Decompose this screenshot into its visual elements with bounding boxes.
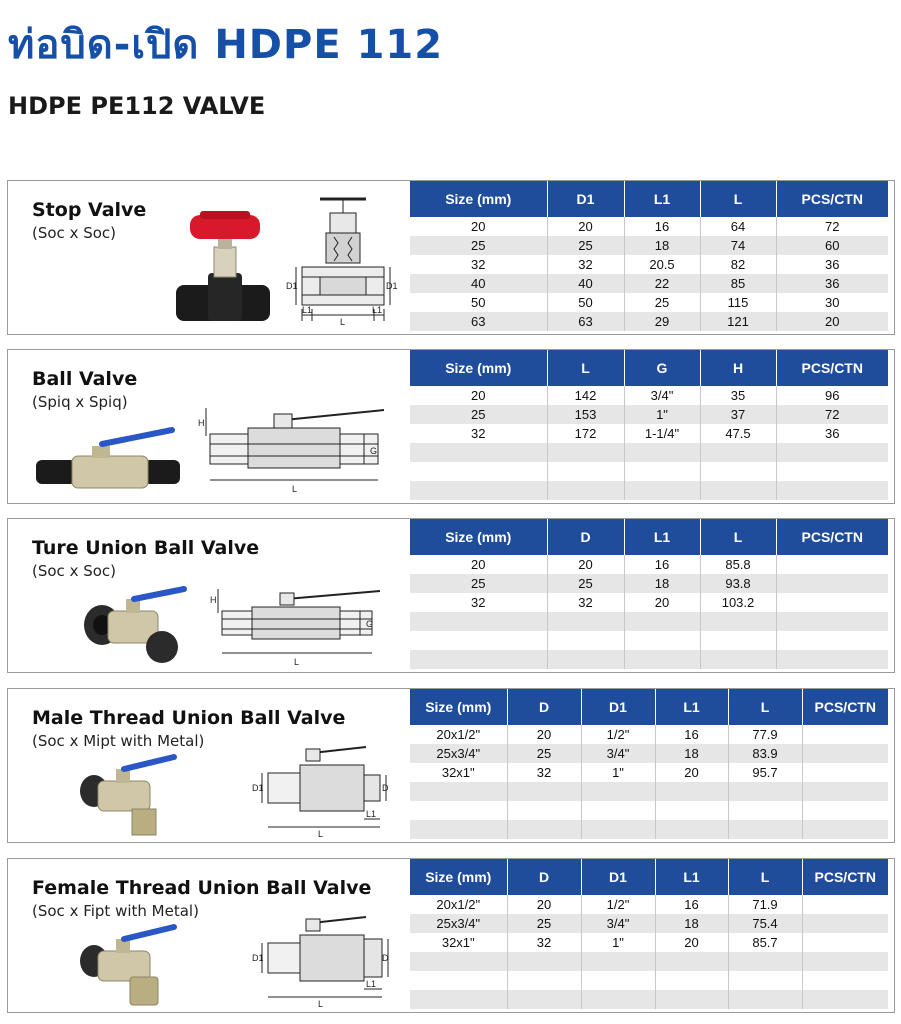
table-cell	[581, 990, 655, 1009]
product-name: Male Thread Union Ball Valve	[32, 707, 346, 729]
dim-label: L	[318, 999, 324, 1009]
table-cell	[802, 914, 888, 933]
female-thread-union-ball-valve-photo	[74, 921, 184, 1011]
table-cell	[700, 650, 776, 669]
page-subtitle: HDPE PE112 VALVE	[8, 92, 266, 120]
dim-label: L1	[302, 305, 313, 315]
table-cell	[410, 782, 507, 801]
table-cell: 121	[700, 312, 776, 331]
dim-label: D1	[386, 281, 398, 291]
table-cell	[410, 650, 547, 669]
table-cell: 36	[776, 255, 888, 274]
column-header: G	[624, 350, 700, 386]
table-row	[410, 612, 888, 631]
table-cell: 36	[776, 424, 888, 443]
table-cell: 1/2"	[581, 895, 655, 914]
dim-label: D1	[252, 783, 264, 793]
table-cell: 32	[410, 424, 547, 443]
table-cell: 25	[624, 293, 700, 312]
table-row	[410, 405, 888, 424]
spec-table	[410, 859, 888, 1009]
table-cell: 16	[624, 555, 700, 574]
table-cell: 96	[776, 386, 888, 405]
table-cell	[655, 782, 728, 801]
table-row	[410, 782, 888, 801]
column-header: PCS/CTN	[802, 689, 888, 725]
table-cell	[776, 443, 888, 462]
dim-label: G	[370, 446, 378, 456]
table-cell: 20x1/2"	[410, 895, 507, 914]
dim-label: G	[366, 619, 374, 629]
table-cell: 32	[547, 255, 624, 274]
dim-label: D	[382, 783, 389, 793]
table-cell: 40	[410, 274, 547, 293]
table-cell: 32	[547, 593, 624, 612]
table-cell: 1"	[624, 405, 700, 424]
table-cell: 18	[655, 914, 728, 933]
column-header: Size (mm)	[410, 350, 547, 386]
table-cell	[547, 631, 624, 650]
table-cell	[776, 555, 888, 574]
table-cell	[410, 820, 507, 839]
table-row	[410, 801, 888, 820]
table-cell: 95.7	[728, 763, 802, 782]
table-row	[410, 255, 888, 274]
table-cell	[802, 763, 888, 782]
table-cell: 32	[507, 763, 581, 782]
dim-label: D1	[286, 281, 298, 291]
table-cell	[624, 462, 700, 481]
table-cell	[410, 612, 547, 631]
table-cell: 36	[776, 274, 888, 293]
column-header: L1	[655, 689, 728, 725]
product-connection: (Soc x Mipt with Metal)	[32, 732, 205, 750]
table-cell	[802, 782, 888, 801]
column-header: Size (mm)	[410, 689, 507, 725]
table-cell	[547, 462, 624, 481]
column-header: PCS/CTN	[776, 350, 888, 386]
table-cell: 20	[655, 763, 728, 782]
table-cell: 20	[547, 217, 624, 236]
table-cell: 74	[700, 236, 776, 255]
table-cell: 63	[547, 312, 624, 331]
table-cell: 64	[700, 217, 776, 236]
column-header: Size (mm)	[410, 859, 507, 895]
table-cell	[624, 631, 700, 650]
column-header: L1	[624, 519, 700, 555]
table-cell: 37	[700, 405, 776, 424]
table-cell: 32	[507, 933, 581, 952]
table-header-row	[410, 689, 888, 725]
dim-label: H	[210, 595, 217, 605]
table-cell	[776, 574, 888, 593]
dim-label: L1	[366, 809, 377, 819]
table-cell	[507, 971, 581, 990]
table-cell: 16	[624, 217, 700, 236]
product-name: Ball Valve	[32, 368, 138, 390]
table-cell: 18	[655, 744, 728, 763]
table-cell: 20x1/2"	[410, 725, 507, 744]
column-header: D	[507, 689, 581, 725]
table-cell	[581, 801, 655, 820]
table-cell: 20	[547, 555, 624, 574]
table-row	[410, 293, 888, 312]
true-union-ball-valve-drawing	[208, 581, 388, 667]
stop-valve-drawing	[288, 191, 398, 326]
table-cell: 93.8	[700, 574, 776, 593]
column-header: PCS/CTN	[802, 859, 888, 895]
table-cell	[624, 481, 700, 500]
dim-label: L1	[372, 305, 383, 315]
table-cell	[802, 971, 888, 990]
table-cell	[802, 725, 888, 744]
table-cell	[802, 820, 888, 839]
table-cell: 3/4"	[581, 744, 655, 763]
table-cell: 82	[700, 255, 776, 274]
table-cell	[547, 612, 624, 631]
table-cell: 3/4"	[581, 914, 655, 933]
table-cell: 71.9	[728, 895, 802, 914]
table-header-row	[410, 181, 888, 217]
table-cell: 18	[624, 574, 700, 593]
table-cell: 32	[410, 255, 547, 274]
table-cell: 72	[776, 405, 888, 424]
table-row	[410, 481, 888, 500]
table-row	[410, 914, 888, 933]
table-cell: 20	[624, 593, 700, 612]
table-cell: 20	[410, 555, 547, 574]
column-header: L	[547, 350, 624, 386]
dim-label: L	[340, 317, 346, 327]
table-cell: 20.5	[624, 255, 700, 274]
table-cell	[802, 744, 888, 763]
table-cell: 25	[507, 744, 581, 763]
table-cell	[655, 971, 728, 990]
table-cell	[728, 782, 802, 801]
table-cell	[410, 462, 547, 481]
table-header-row	[410, 350, 888, 386]
table-header-row	[410, 859, 888, 895]
table-cell: 172	[547, 424, 624, 443]
product-connection: (Soc x Soc)	[32, 562, 117, 580]
column-header: D1	[581, 689, 655, 725]
table-cell	[776, 481, 888, 500]
table-cell	[802, 990, 888, 1009]
table-cell	[802, 895, 888, 914]
column-header: L1	[655, 859, 728, 895]
column-header: H	[700, 350, 776, 386]
table-cell: 153	[547, 405, 624, 424]
column-header: Size (mm)	[410, 181, 547, 217]
table-row	[410, 650, 888, 669]
ball-valve-photo	[32, 422, 182, 497]
table-cell	[655, 801, 728, 820]
table-cell: 25	[410, 574, 547, 593]
table-row	[410, 386, 888, 405]
stop-valve-photo	[168, 209, 278, 325]
product-connection: (Soc x Soc)	[32, 224, 117, 242]
table-cell	[410, 971, 507, 990]
table-cell: 142	[547, 386, 624, 405]
column-header: L1	[624, 181, 700, 217]
table-cell	[507, 782, 581, 801]
table-row	[410, 462, 888, 481]
product-name: Ture Union Ball Valve	[32, 537, 260, 559]
table-cell: 16	[655, 725, 728, 744]
spec-table	[410, 350, 888, 500]
ball-valve-drawing	[196, 400, 396, 495]
table-cell: 20	[410, 386, 547, 405]
table-cell: 40	[547, 274, 624, 293]
column-header: D	[547, 519, 624, 555]
table-cell: 85.7	[728, 933, 802, 952]
table-cell: 25	[547, 574, 624, 593]
table-row	[410, 895, 888, 914]
table-cell	[507, 990, 581, 1009]
table-cell	[581, 820, 655, 839]
table-row	[410, 217, 888, 236]
table-row	[410, 990, 888, 1009]
table-cell: 47.5	[700, 424, 776, 443]
table-cell	[581, 952, 655, 971]
table-cell: 18	[624, 236, 700, 255]
table-cell	[624, 612, 700, 631]
table-cell	[410, 952, 507, 971]
table-cell	[624, 650, 700, 669]
dim-label: L	[318, 829, 324, 839]
product-name: Female Thread Union Ball Valve	[32, 877, 372, 899]
table-cell	[728, 990, 802, 1009]
column-header: D1	[547, 181, 624, 217]
table-cell	[410, 631, 547, 650]
table-cell: 1"	[581, 763, 655, 782]
table-row	[410, 971, 888, 990]
table-cell	[655, 820, 728, 839]
table-cell	[655, 952, 728, 971]
table-cell: 72	[776, 217, 888, 236]
table-cell: 30	[776, 293, 888, 312]
table-cell: 83.9	[728, 744, 802, 763]
table-cell: 103.2	[700, 593, 776, 612]
product-card-female-thread-union-ball-valve	[7, 858, 895, 1013]
dim-label: D	[382, 953, 389, 963]
product-name: Stop Valve	[32, 199, 147, 221]
column-header: PCS/CTN	[776, 181, 888, 217]
table-cell	[700, 631, 776, 650]
table-cell: 50	[410, 293, 547, 312]
table-cell: 1"	[581, 933, 655, 952]
table-cell: 1-1/4"	[624, 424, 700, 443]
table-cell: 20	[507, 895, 581, 914]
table-cell	[728, 801, 802, 820]
table-cell: 16	[655, 895, 728, 914]
table-cell	[776, 462, 888, 481]
table-cell: 25	[547, 236, 624, 255]
column-header: PCS/CTN	[776, 519, 888, 555]
table-cell: 85	[700, 274, 776, 293]
spec-table	[410, 181, 888, 331]
table-cell	[507, 801, 581, 820]
table-cell: 32	[410, 593, 547, 612]
table-cell: 20	[776, 312, 888, 331]
table-cell	[581, 971, 655, 990]
table-cell	[728, 820, 802, 839]
column-header: D1	[581, 859, 655, 895]
table-row	[410, 952, 888, 971]
product-connection: (Soc x Fipt with Metal)	[32, 902, 199, 920]
table-cell	[776, 631, 888, 650]
table-cell: 60	[776, 236, 888, 255]
page-title: ท่อบิด-เปิด HDPE 112	[8, 22, 444, 68]
column-header: Size (mm)	[410, 519, 547, 555]
column-header: L	[700, 519, 776, 555]
table-cell	[547, 443, 624, 462]
female-thread-union-ball-valve-drawing	[248, 909, 394, 1009]
table-row	[410, 725, 888, 744]
table-cell	[547, 650, 624, 669]
table-cell: 29	[624, 312, 700, 331]
table-cell: 25	[410, 236, 547, 255]
table-row	[410, 274, 888, 293]
table-cell: 85.8	[700, 555, 776, 574]
table-cell: 50	[547, 293, 624, 312]
table-cell	[776, 612, 888, 631]
table-cell	[581, 782, 655, 801]
product-card-ball-valve	[7, 349, 895, 504]
table-cell	[410, 481, 547, 500]
table-cell: 1/2"	[581, 725, 655, 744]
table-row	[410, 574, 888, 593]
dim-label: L	[294, 657, 300, 667]
product-card-stop-valve	[7, 180, 895, 335]
table-row	[410, 236, 888, 255]
table-row	[410, 593, 888, 612]
spec-table	[410, 519, 888, 669]
table-cell	[728, 971, 802, 990]
table-cell	[728, 952, 802, 971]
table-cell: 77.9	[728, 725, 802, 744]
table-cell	[547, 481, 624, 500]
table-cell: 63	[410, 312, 547, 331]
table-row	[410, 555, 888, 574]
product-card-male-thread-union-ball-valve	[7, 688, 895, 843]
table-cell	[507, 952, 581, 971]
table-cell: 25x3/4"	[410, 914, 507, 933]
table-cell: 25	[410, 405, 547, 424]
table-cell: 35	[700, 386, 776, 405]
table-cell	[507, 820, 581, 839]
table-cell	[700, 612, 776, 631]
table-cell	[802, 933, 888, 952]
table-cell: 75.4	[728, 914, 802, 933]
table-cell: 20	[410, 217, 547, 236]
table-cell	[410, 801, 507, 820]
column-header: L	[700, 181, 776, 217]
table-row	[410, 744, 888, 763]
table-cell	[776, 650, 888, 669]
table-cell: 115	[700, 293, 776, 312]
column-header: L	[728, 859, 802, 895]
table-cell: 25x3/4"	[410, 744, 507, 763]
table-cell	[700, 462, 776, 481]
table-row	[410, 933, 888, 952]
table-cell	[700, 481, 776, 500]
table-cell: 32x1"	[410, 763, 507, 782]
male-thread-union-ball-valve-photo	[74, 751, 184, 841]
table-cell: 20	[507, 725, 581, 744]
dim-label: L1	[366, 979, 377, 989]
table-cell	[700, 443, 776, 462]
table-cell	[410, 990, 507, 1009]
table-cell	[655, 990, 728, 1009]
table-cell	[776, 593, 888, 612]
true-union-ball-valve-photo	[80, 585, 190, 667]
table-cell	[802, 801, 888, 820]
column-header: L	[728, 689, 802, 725]
dim-label: H	[198, 418, 205, 428]
table-cell	[624, 443, 700, 462]
product-connection: (Spiq x Spiq)	[32, 393, 128, 411]
table-cell: 25	[507, 914, 581, 933]
table-row	[410, 631, 888, 650]
spec-table	[410, 689, 888, 839]
table-row	[410, 443, 888, 462]
product-card-true-union-ball-valve	[7, 518, 895, 673]
table-cell: 3/4"	[624, 386, 700, 405]
table-cell: 32x1"	[410, 933, 507, 952]
table-row	[410, 763, 888, 782]
dim-label: D1	[252, 953, 264, 963]
table-cell: 22	[624, 274, 700, 293]
table-cell	[802, 952, 888, 971]
dim-label: L	[292, 484, 298, 494]
table-row	[410, 424, 888, 443]
table-row	[410, 820, 888, 839]
table-header-row	[410, 519, 888, 555]
table-row	[410, 312, 888, 331]
male-thread-union-ball-valve-drawing	[248, 739, 394, 839]
table-cell: 20	[655, 933, 728, 952]
column-header: D	[507, 859, 581, 895]
table-cell	[410, 443, 547, 462]
